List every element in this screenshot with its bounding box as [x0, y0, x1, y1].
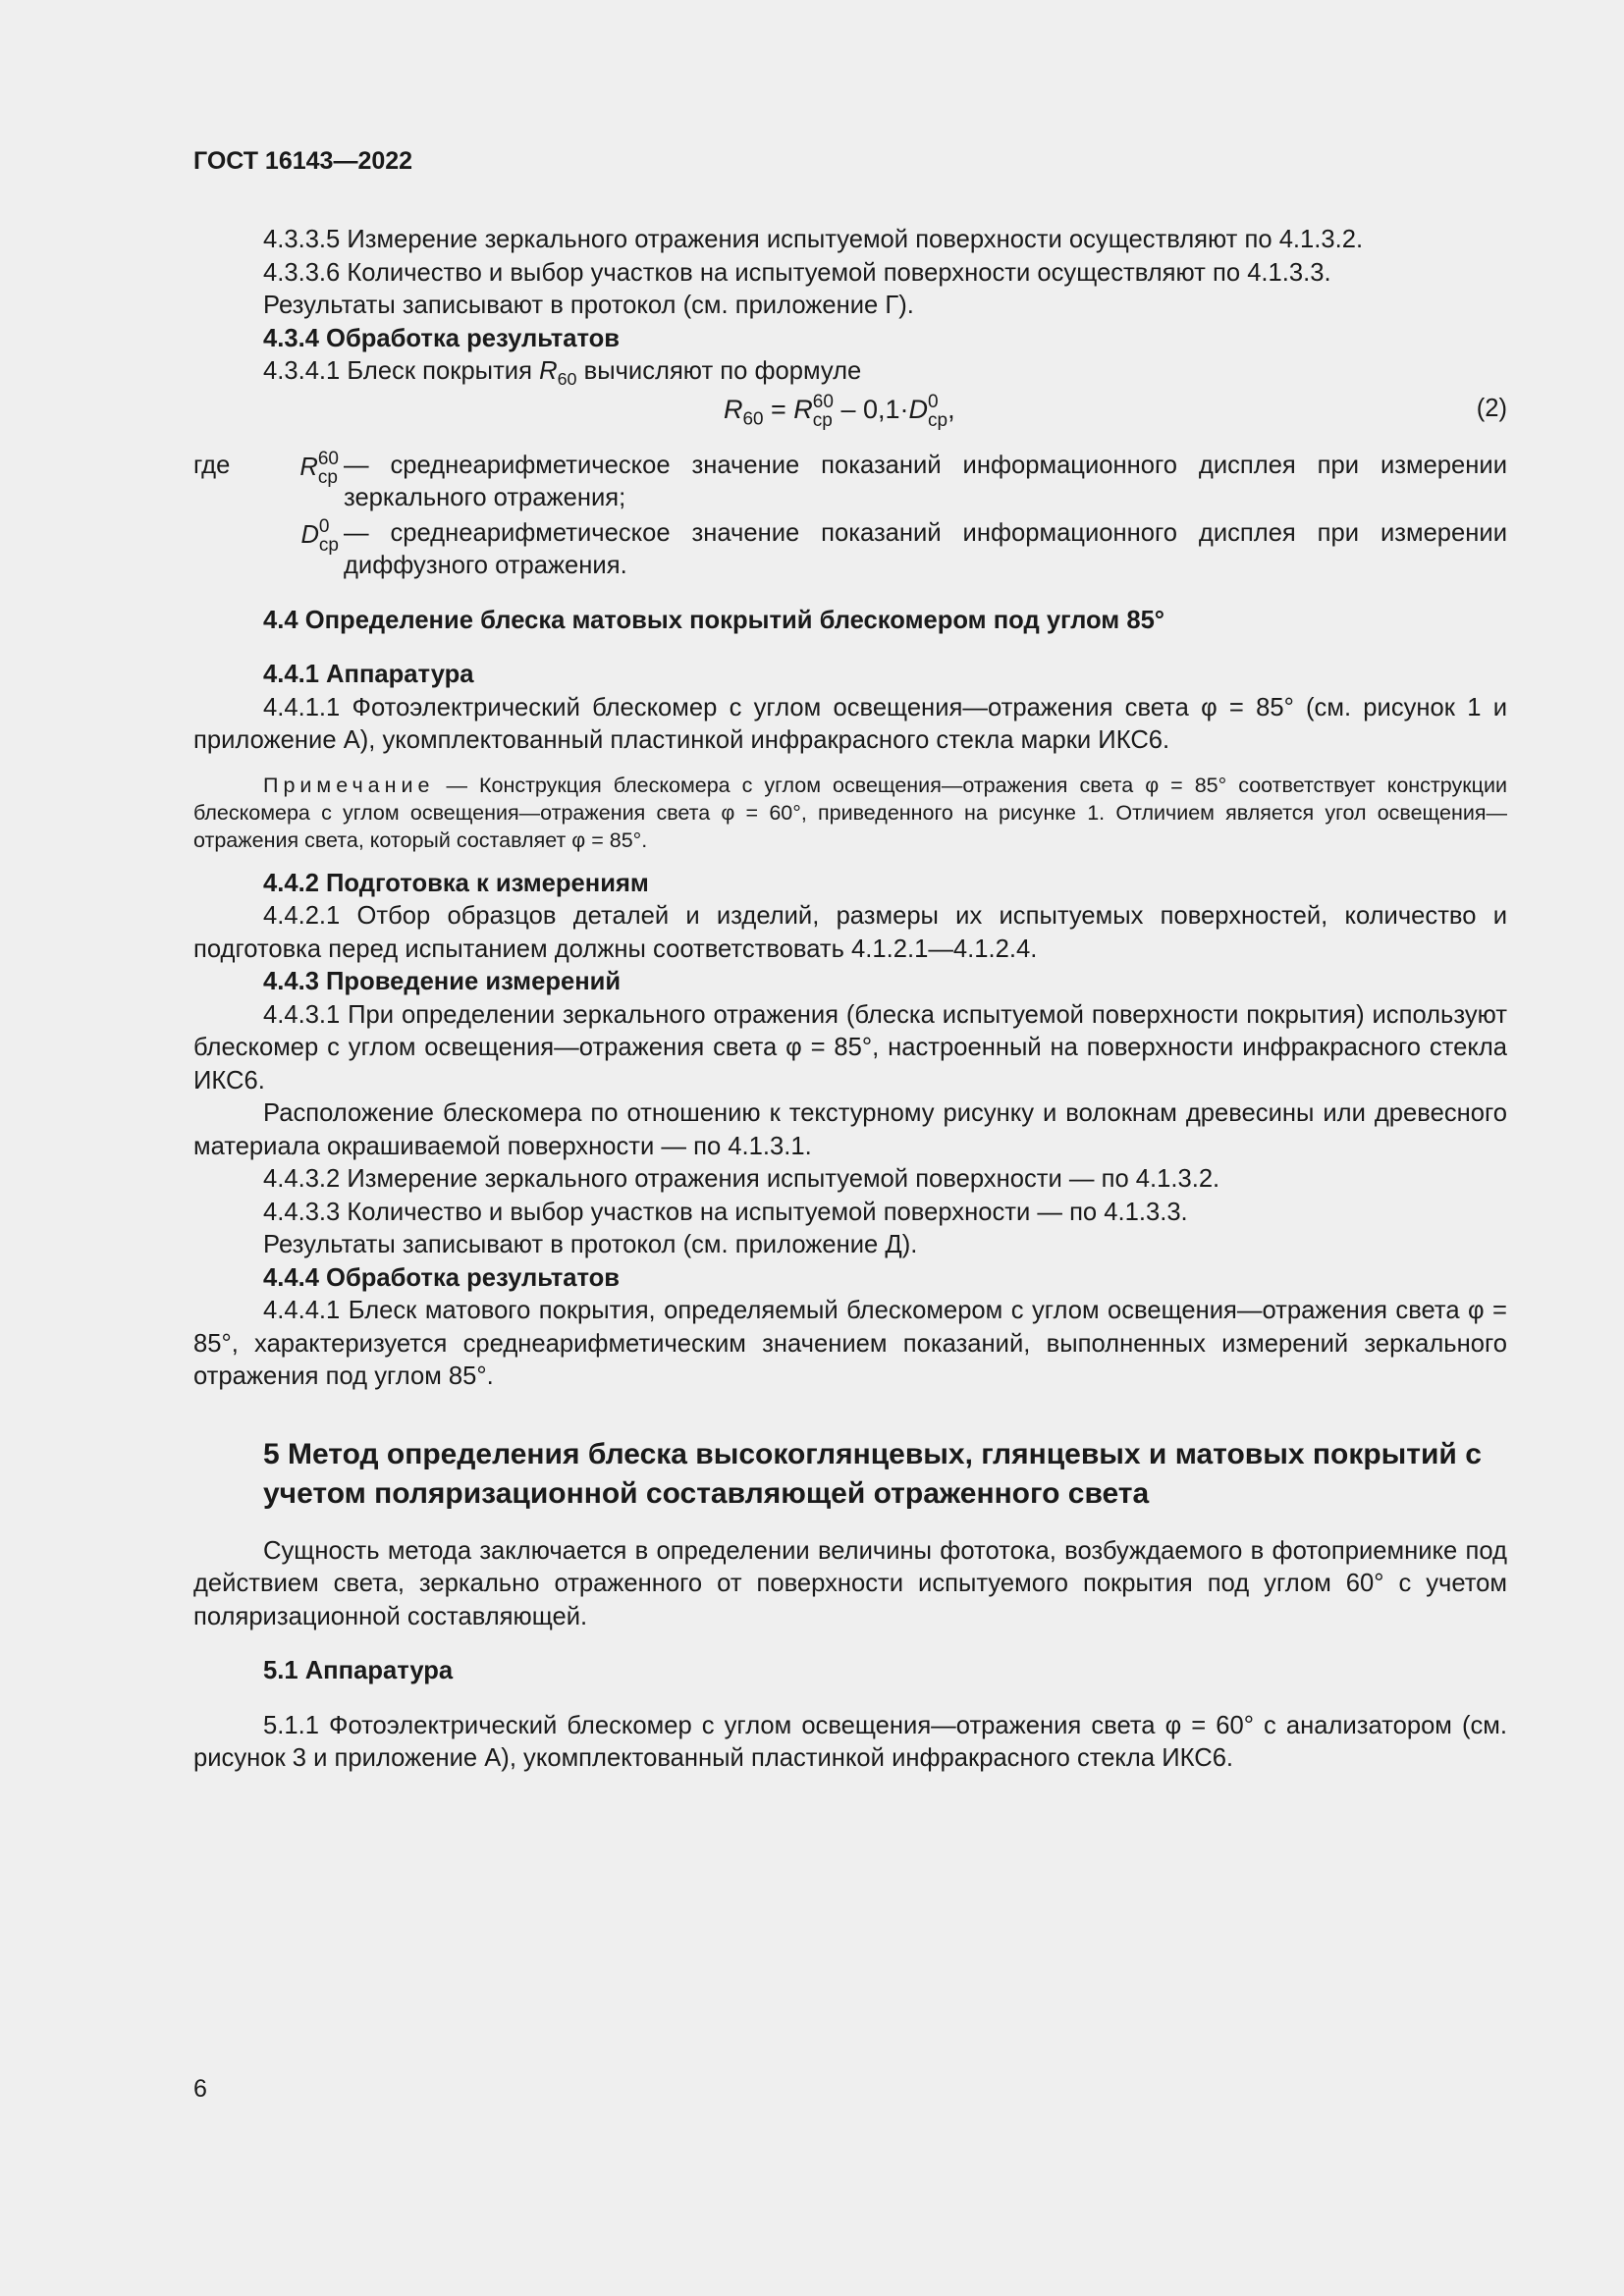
note-label: Примечание [263, 773, 435, 797]
heading-44: 4.4 Определение блеска матовых покрытий блескомером под углом 85° [263, 606, 1165, 634]
heading-434: 4.3.4 Обработка результатов [263, 324, 621, 352]
note-text: — Конструкция блескомера с углом освещения—отражения света φ = 85° соответствует конструкции блескомера с углом освещения—отражения света φ = 60°, приведенного на рисунке 1. Отличием является угол освещения—отражения света, который составляет φ = 85°. [193, 773, 1507, 852]
formula-expression: $R_{60} = R$ 60 ср – 0,1·D 0 ср , [724, 391, 955, 431]
heading-443: 4.4.3 Проведение измерений [263, 968, 622, 995]
formula-2 [193, 389, 1507, 438]
paragraph-results-1: Результаты записывают в протокол (см. приложение Г). [263, 292, 914, 319]
where-item-r: где R 60 ср — среднеарифметическое значение показаний информационного дисплея при измерении зеркального отражения; [193, 448, 1507, 511]
section-5-title: 5 Метод определения блеска высокоглянцевых, глянцевых и матовых покрытий с учетом поляризационной составляющей отраженного света [263, 1437, 1482, 1510]
heading-441: 4.4.1 Аппаратура [263, 661, 474, 688]
formula-number: (2) [1476, 394, 1507, 422]
paragraph-4432: 4.4.3.2 Измерение зеркального отражения испытуемой поверхности — по 4.1.3.2. [263, 1165, 1220, 1193]
page-body [193, 224, 1507, 1776]
paragraph-4421: 4.4.2.1 Отбор образцов деталей и изделий, размеры их испытуемых поверхностей, количество и подготовка перед испытанием должны соответствовать 4.1.2.1—4.1.2.4. [193, 902, 1507, 963]
paragraph-4441: 4.4.4.1 Блеск матового покрытия, определяемый блескомером с углом освещения—отражения света φ = 85°, характеризуется среднеарифметическим значением показаний, выполненных измерений зеркального отражения под углом 85°. [193, 1297, 1507, 1390]
paragraph-4431: 4.4.3.1 При определении зеркального отражения (блеска испытуемой поверхности покрытия) используют блескомер с углом освещения—отражения света φ = 85°, настроенный на поверхности инфракрасного стекла ИКС6. [193, 1000, 1507, 1095]
paragraph-4335: 4.3.3.5 Измерение зеркального отражения испытуемой поверхности осуществляют по 4.1.3.2. [263, 226, 1364, 253]
paragraph-results-2: Результаты записывают в протокол (см. приложение Д). [263, 1231, 918, 1258]
paragraph-4341: 4.3.4.1 Блеск покрытия $R_{60}$ вычисляют по формуле [263, 357, 862, 390]
where-item-d: D 0 ср — среднеарифметическое значение показаний информационного дисплея при измерении диффузного отражения. [300, 515, 1507, 579]
paragraph-511: 5.1.1 Фотоэлектрический блескомер с углом освещения—отражения света φ = 60° с анализатором (см. рисунок 3 и приложение А), укомплектованный пластинкой инфракрасного стекла ИКС6. [193, 1711, 1507, 1772]
paragraph-4411: 4.4.1.1 Фотоэлектрический блескомер с углом освещения—отражения света φ = 85° (см. рисунок 1 и приложение А), укомплектованный пластинкой инфракрасного стекла марки ИКС6. [193, 693, 1507, 754]
where-word: где [193, 451, 231, 479]
paragraph-position: Расположение блескомера по отношению к текстурному рисунку и волокнам древесины или древесного материала окрашиваемой поверхности — по 4.1.3.1. [193, 1099, 1507, 1160]
paragraph-4433: 4.4.3.3 Количество и выбор участков на испытуемой поверхности — по 4.1.3.3. [263, 1198, 1188, 1226]
heading-51: 5.1 Аппаратура [263, 1657, 454, 1684]
page-number: 6 [193, 2075, 207, 2103]
heading-442: 4.4.2 Подготовка к измерениям [263, 869, 649, 897]
heading-444: 4.4.4 Обработка результатов [263, 1263, 621, 1292]
document-header: ГОСТ 16143—2022 [193, 147, 413, 175]
paragraph-4336: 4.3.3.6 Количество и выбор участков на испытуемой поверхности осуществляют по 4.1.3.3. [263, 258, 1331, 287]
note [193, 772, 1507, 854]
where-list [193, 450, 1507, 583]
where-item-d-text: — среднеарифметическое значение показаний информационного дисплея при измерении диффузного отражения. [344, 518, 1507, 579]
where-item-r-text: — среднеарифметическое значение показаний информационного дисплея при измерении зеркального отражения; [344, 451, 1507, 511]
paragraph-5-essence: Сущность метода заключается в определении величины фототока, возбуждаемого в фотоприемнике под действием света, зеркально отраженного от поверхности испытуемого покрытия под углом 60° с учетом поляризационной составляющей. [193, 1536, 1507, 1630]
